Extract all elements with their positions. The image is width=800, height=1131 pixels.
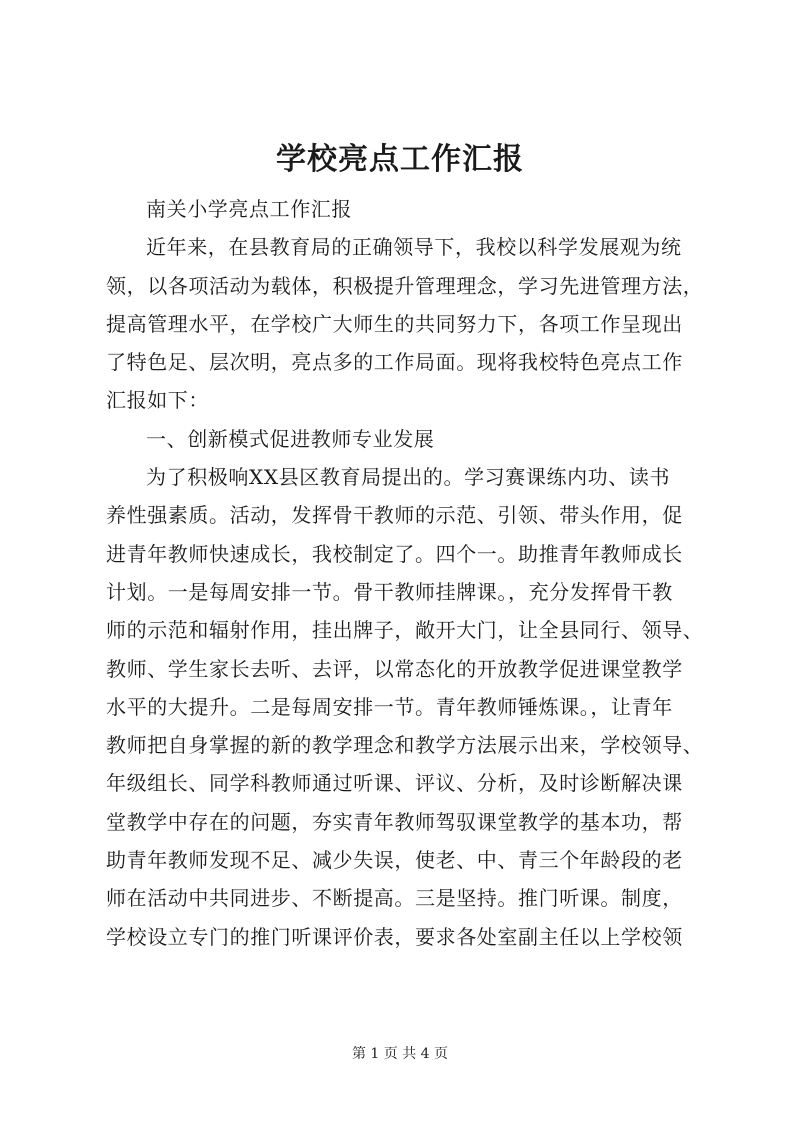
text-line: 堂教学中存在的问题，夯实青年教师驾驭课堂教学的基本功，帮	[106, 809, 683, 834]
text-line: 为了积极响XX县区教育局提出的。学习赛课练内功、读书	[146, 465, 671, 490]
document-body	[106, 190, 706, 956]
text-line: 计划。一是每周安排一节。骨干教师挂牌课。，充分发挥骨干教	[106, 579, 673, 604]
text-line: 年级组长、同学科教师通过听课、评议、分析，及时诊断解决课	[106, 771, 683, 796]
text-line: 一、创新模式促进教师专业发展	[146, 426, 435, 451]
text-line: 领，以各项活动为载体，积极提升管理理念，学习先进管理方法，	[106, 273, 704, 298]
text-line: 养性强素质。活动，发挥骨干教师的示范、引领、带头作用，促	[106, 503, 683, 528]
text-line: 了特色足、层次明，亮点多的工作局面。现将我校特色亮点工作	[106, 350, 683, 375]
text-line: 教师、学生家长去听、去评，以常态化的开放教学促进课堂教学	[106, 656, 683, 681]
page-footer: 第 1 页 共 4 页	[351, 1046, 449, 1062]
text-line: 近年来，在县教育局的正确领导下，我校以科学发展观为统	[146, 235, 682, 260]
text-line: 水平的大提升。二是每周安排一节。青年教师锤炼课。，让青年	[106, 694, 673, 719]
text-line: 南关小学亮点工作汇报	[146, 197, 352, 221]
text-line: 师的示范和辐射作用，挂出牌子，敞开大门，让全县同行、领导、	[106, 618, 704, 643]
text-line: 学校设立专门的推门听课评价表，要求各处室副主任以上学校领	[106, 924, 683, 949]
text-line: 提高管理水平，在学校广大师生的共同努力下，各项工作呈现出	[106, 311, 683, 336]
document-title: 学校亮点工作汇报	[276, 142, 524, 177]
text-line: 进青年教师快速成长，我校制定了。四个一。助推青年教师成长	[106, 541, 683, 566]
text-line: 助青年教师发现不足、减少失误，使老、中、青三个年龄段的老	[106, 848, 683, 873]
text-line: 教师把自身掌握的新的教学理念和教学方法展示出来，学校领导、	[106, 733, 704, 758]
text-line: 师在活动中共同进步、不断提高。三是坚持。推门听课。制度，	[106, 886, 683, 911]
text-line: 汇报如下：	[106, 388, 209, 413]
